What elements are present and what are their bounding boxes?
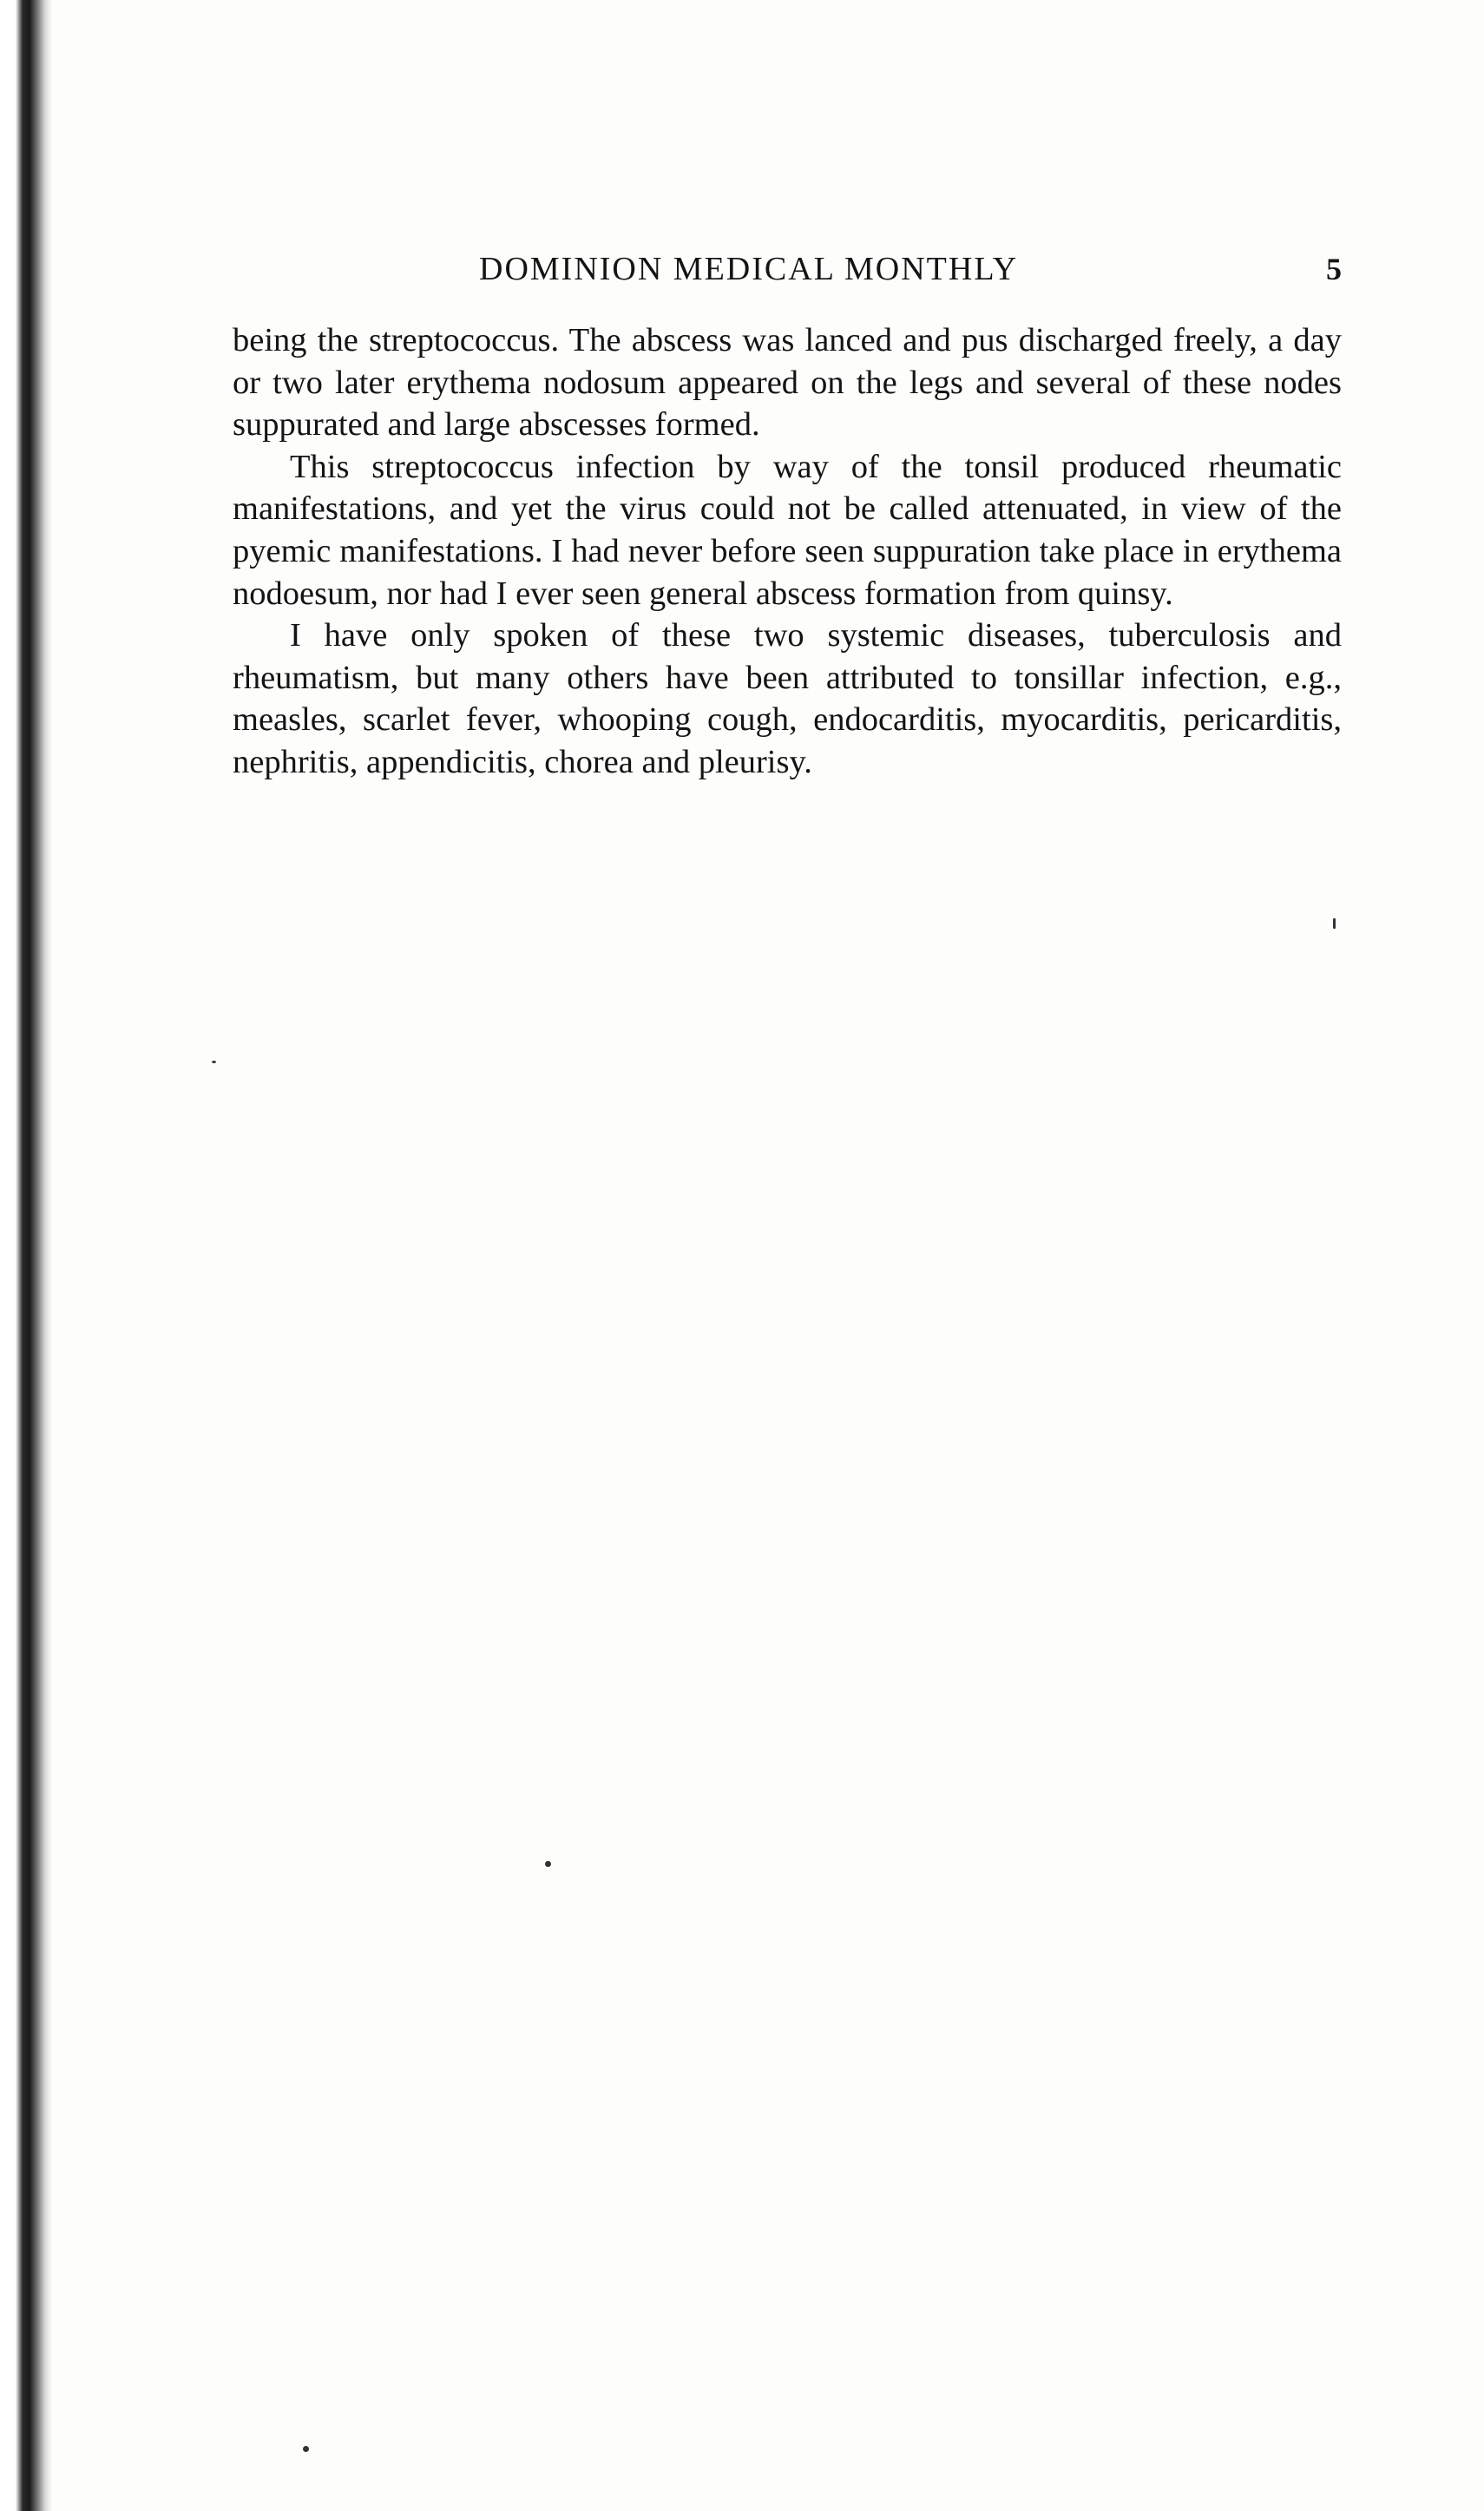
- running-head: [233, 246, 1342, 292]
- article-body: [233, 319, 1342, 784]
- journal-title: DOMINION MEDICAL MONTHLY: [479, 251, 1019, 287]
- paragraph: This streptococcus infection by way of the tonsil produced rheumatic manifestations, and yet the virus could not be called attenuated, in view of the pyemic manifestations. I had never before seen suppuration take place in erythema nodoesum, nor had I ever seen general abscess formation from quinsy.: [233, 448, 1342, 612]
- paragraph-continued: being the streptococcus. The abscess was lanced and pus discharged freely, a day or two later erythema nodosum appeared on the legs and several of these nodes suppurated and large abscesses formed.: [233, 322, 1342, 444]
- paragraph: I have only spoken of these two systemic diseases, tuberculosis and rheumatism, but many others have been attributed to tonsillar infection, e.g., measles, scarlet fever, whooping cough, endocarditis, myocarditis, pericarditis, nephritis, appendicitis, chorea and pleurisy.: [233, 617, 1342, 780]
- scanned-binding-edge: [0, 0, 52, 2511]
- scan-speck: [545, 1861, 551, 1867]
- scan-speck: [212, 1061, 216, 1063]
- page-number: 5: [1326, 252, 1342, 286]
- scan-speck: [303, 2446, 309, 2452]
- scan-speck: [1333, 918, 1336, 929]
